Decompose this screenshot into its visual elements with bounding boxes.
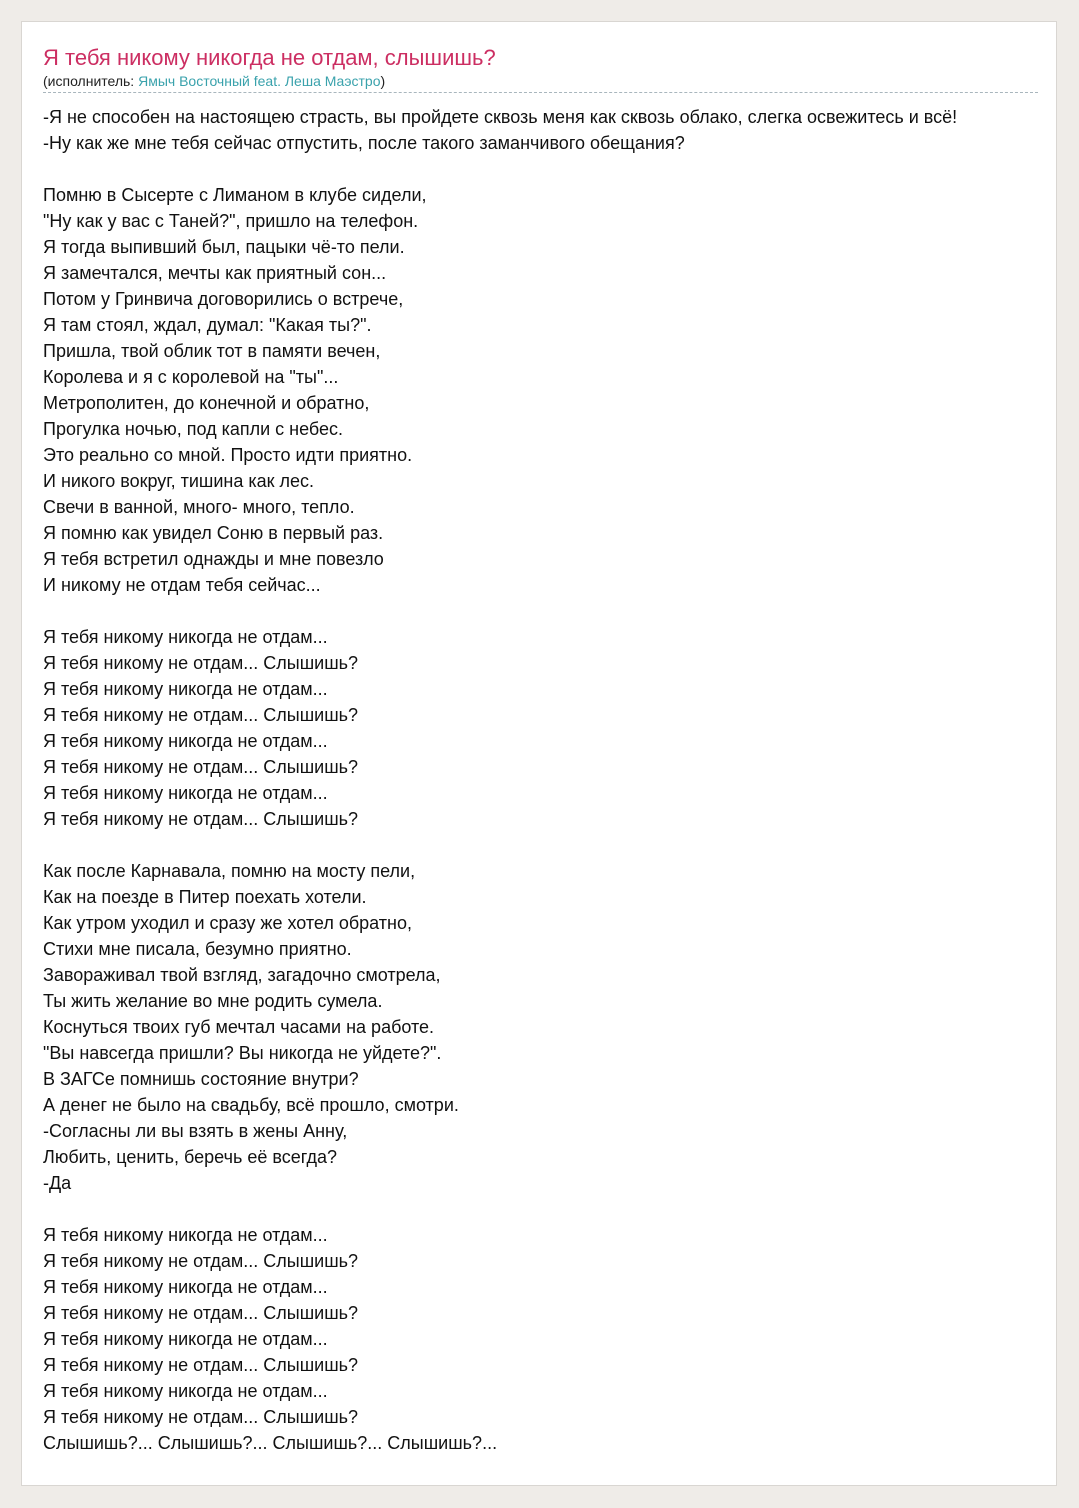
lyrics-blank-line bbox=[43, 1196, 1079, 1222]
lyrics-line: И никому не отдам тебя сейчас... bbox=[43, 575, 321, 595]
lyrics-line: Коснуться твоих губ мечтал часами на работе. bbox=[43, 1017, 435, 1037]
lyrics-line: В ЗАГСе помнишь состояние внутри? bbox=[43, 1069, 359, 1089]
lyrics-line: -Да bbox=[43, 1173, 72, 1193]
lyrics-line: Я тогда выпивший был, пацыки чё-то пели. bbox=[43, 237, 405, 257]
lyrics-blank-line bbox=[43, 832, 1079, 858]
lyrics-line: Я тебя никому никогда не отдам... bbox=[43, 679, 328, 699]
lyrics-line: -Согласны ли вы взять в жены Анну, bbox=[43, 1121, 348, 1141]
song-title: Я тебя никому никогда не отдам, слышишь? bbox=[43, 45, 496, 70]
lyrics-line: -Ну как же мне тебя сейчас отпустить, после такого заманчивого обещания? bbox=[43, 133, 685, 153]
lyrics-line: Я тебя никому не отдам... Слышишь? bbox=[43, 705, 359, 725]
lyrics-line: -Я не способен на настоящею страсть, вы пройдете сквозь меня как сквозь облако, слегка освежитесь и всё! bbox=[43, 107, 958, 127]
lyrics-line: Слышишь?... Слышишь?... Слышишь?... Слышишь?... bbox=[43, 1433, 498, 1453]
lyrics-line: Как утром уходил и сразу же хотел обратно, bbox=[43, 913, 412, 933]
lyrics-line: Я тебя никому не отдам... Слышишь? bbox=[43, 653, 359, 673]
lyrics-line: Я тебя никому никогда не отдам... bbox=[43, 1381, 328, 1401]
lyrics-line: Я тебя никому никогда не отдам... bbox=[43, 1329, 328, 1349]
lyrics-line: Я тебя никому не отдам... Слышишь? bbox=[43, 1355, 359, 1375]
artist-line bbox=[43, 72, 1038, 90]
lyrics-line: "Вы навсегда пришли? Вы никогда не уйдете?". bbox=[43, 1043, 442, 1063]
artist-prefix: (исполнитель: bbox=[43, 73, 139, 89]
lyrics-line: Я тебя никому никогда не отдам... bbox=[43, 731, 328, 751]
lyrics-line: Я тебя никому не отдам... Слышишь? bbox=[43, 809, 359, 829]
lyrics-line: Это реально со мной. Просто идти приятно. bbox=[43, 445, 413, 465]
lyrics-text bbox=[43, 104, 1079, 1456]
artist-link[interactable]: Ямыч Восточный feat. Леша Маэстро bbox=[138, 73, 381, 89]
lyrics-line: Стихи мне писала, безумно приятно. bbox=[43, 939, 352, 959]
lyrics-line: Я тебя никому не отдам... Слышишь? bbox=[43, 757, 359, 777]
lyrics-line: Я тебя никому не отдам... Слышишь? bbox=[43, 1407, 359, 1427]
lyrics-line: Королева и я с королевой на "ты"... bbox=[43, 367, 339, 387]
lyrics-line: Любить, ценить, беречь её всегда? bbox=[43, 1147, 338, 1167]
lyrics-line: Как на поезде в Питер поехать хотели. bbox=[43, 887, 367, 907]
lyrics-line: Завораживал твой взгляд, загадочно смотрела, bbox=[43, 965, 441, 985]
lyrics-line: Прогулка ночью, под капли с небес. bbox=[43, 419, 344, 439]
lyrics-blank-line bbox=[43, 598, 1079, 624]
lyrics-line: Метрополитен, до конечной и обратно, bbox=[43, 393, 370, 413]
lyrics-line: "Ну как у вас с Таней?", пришло на телефон. bbox=[43, 211, 419, 231]
lyrics-line: Ты жить желание во мне родить сумела. bbox=[43, 991, 383, 1011]
lyrics-line: Я тебя никому никогда не отдам... bbox=[43, 1225, 328, 1245]
lyrics-line: Я тебя никому никогда не отдам... bbox=[43, 627, 328, 647]
song-header bbox=[43, 44, 1038, 93]
lyrics-line: Я тебя никому не отдам... Слышишь? bbox=[43, 1251, 359, 1271]
lyrics-line: Я тебя никому никогда не отдам... bbox=[43, 783, 328, 803]
lyrics-line: Свечи в ванной, много- много, тепло. bbox=[43, 497, 355, 517]
lyrics-line: Помню в Сысерте с Лиманом в клубе сидели, bbox=[43, 185, 427, 205]
lyrics-line: Я помню как увидел Соню в первый раз. bbox=[43, 523, 384, 543]
lyrics-line: Я тебя никому никогда не отдам... bbox=[43, 1277, 328, 1297]
lyrics-line: Я там стоял, ждал, думал: "Какая ты?". bbox=[43, 315, 372, 335]
lyrics-line: Я тебя встретил однажды и мне повезло bbox=[43, 549, 384, 569]
lyrics-line: Потом у Гринвича договорились о встрече, bbox=[43, 289, 404, 309]
lyrics-line: Пришла, твой облик тот в памяти вечен, bbox=[43, 341, 381, 361]
lyrics-blank-line bbox=[43, 156, 1079, 182]
lyrics-line: И никого вокруг, тишина как лес. bbox=[43, 471, 315, 491]
artist-suffix: ) bbox=[380, 73, 386, 89]
lyrics-line: Как после Карнавала, помню на мосту пели, bbox=[43, 861, 416, 881]
lyrics-card bbox=[21, 21, 1057, 1486]
lyrics-line: Я замечтался, мечты как приятный сон... bbox=[43, 263, 387, 283]
lyrics-line: А денег не было на свадьбу, всё прошло, смотри. bbox=[43, 1095, 459, 1115]
lyrics-line: Я тебя никому не отдам... Слышишь? bbox=[43, 1303, 359, 1323]
